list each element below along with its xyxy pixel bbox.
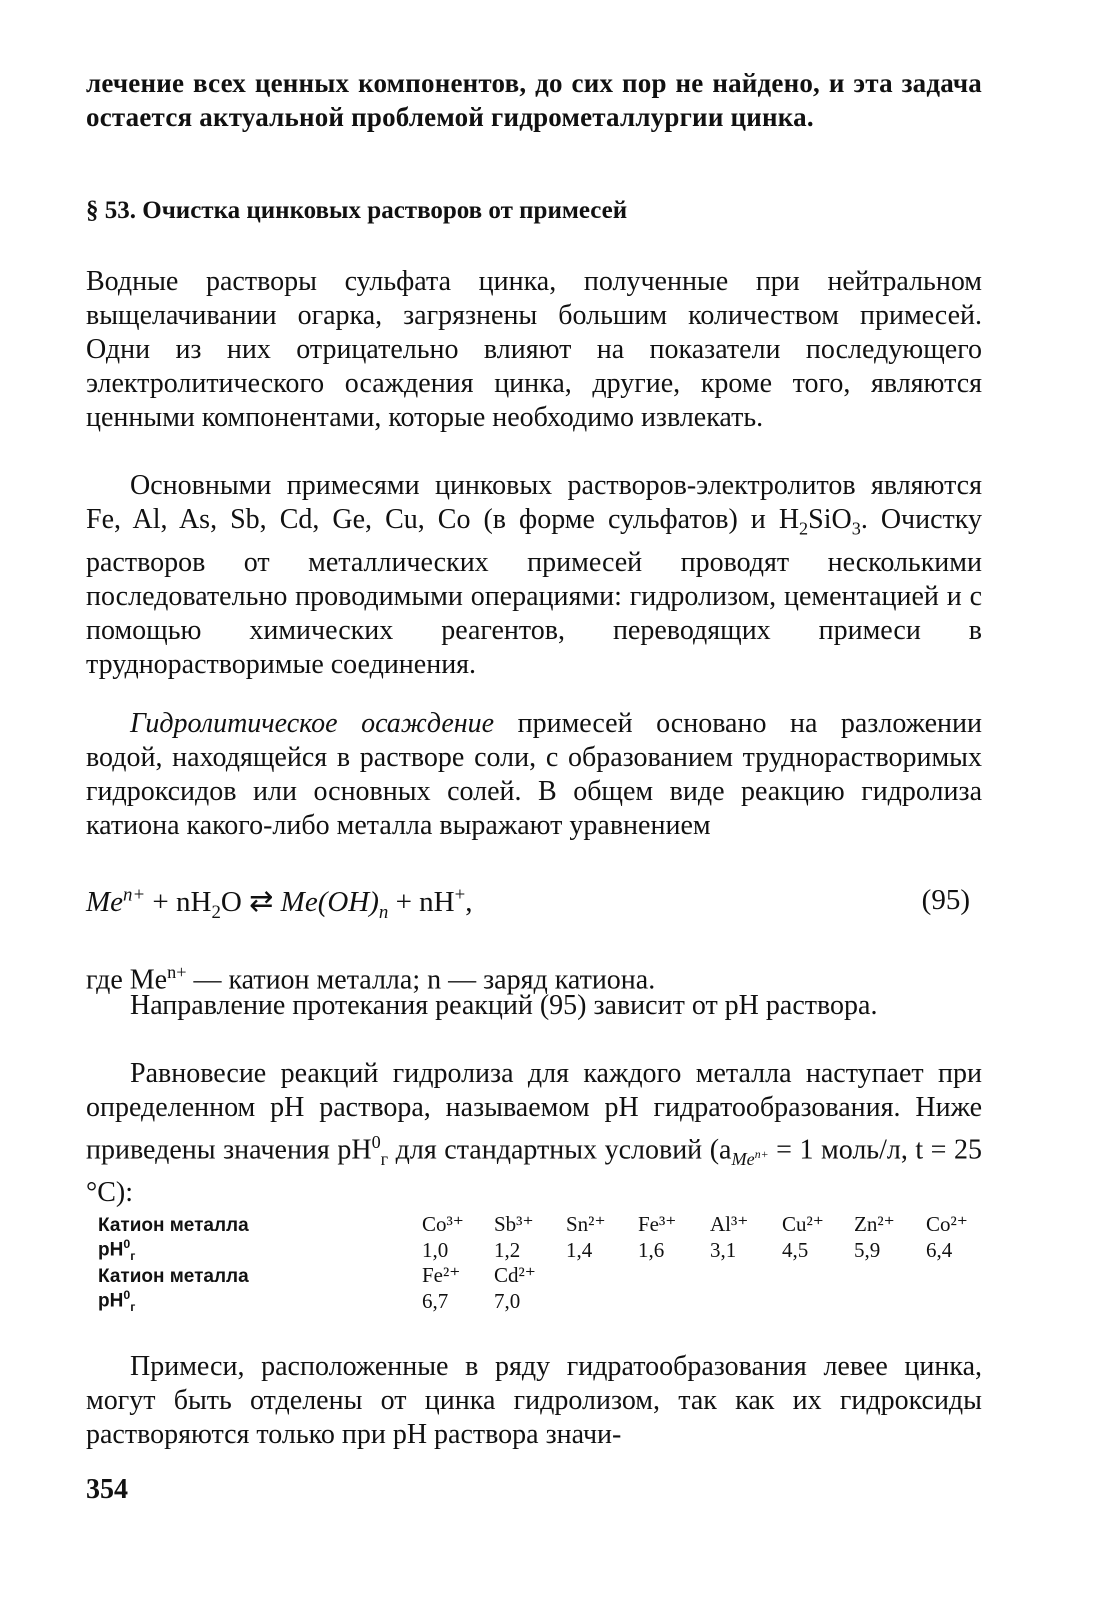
equation-me: Me [86, 886, 124, 918]
cation-cell: Fe³⁺ [638, 1212, 677, 1236]
cation-cell: Co³⁺ [422, 1212, 464, 1236]
cation-cell: Co²⁺ [926, 1212, 968, 1236]
equation-number: (95) [921, 884, 970, 916]
table-row [98, 1288, 998, 1314]
ph-cell: 3,1 [710, 1238, 737, 1263]
equation-body [86, 884, 473, 924]
equation-hydroxide: Me(OH) [273, 886, 379, 918]
ph-label: $pH^0_г$ [98, 1237, 136, 1264]
equation-water-sub: 2 [211, 901, 221, 923]
cation-cell: Sb³⁺ [494, 1212, 534, 1236]
cation-cell: Cd²⁺ [494, 1263, 536, 1288]
ph-cell: 1,2 [494, 1238, 521, 1263]
ph-cell: 5,9 [854, 1238, 881, 1263]
paragraph-2 [86, 469, 982, 682]
paragraph-5: Равновесие реакций гидролиза для каждого металла наступает при определенном pH раствора, называемом pH гидратообразования. Ниже приведены значения $pH^0_г$ для стандартных условий ($a_{Me^{n+}} = 1$ моль/л, t = 25 °С): [86, 1058, 982, 1208]
ph-cell: 7,0 [494, 1289, 521, 1314]
table-row [98, 1263, 998, 1288]
paragraph-2-text-b: SiO [808, 504, 852, 535]
equilibrium-arrow-icon: ⇄ [249, 886, 274, 918]
cation-cell: Fe²⁺ [422, 1263, 461, 1288]
paragraph-3-rest: примесей основано на разложении водой, находящейся в растворе соли, с образованием труднорастворимых гидроксидов или основных солей. В общем виде реакцию гидролиза катиона какого-либо металла выражают уравнением [86, 708, 982, 841]
ph-cell: 1,6 [638, 1238, 665, 1263]
paragraph-2-text-a: Основными примесями цинковых растворов-электролитов являются Fe, Al, As, Sb, Cd, Ge, Cu, Co (в форме сульфатов) и H [86, 470, 982, 535]
paragraph-4: Направление протекания реакций (95) зависит от pH раствора. [130, 990, 878, 1021]
ph-cell: 4,5 [782, 1238, 809, 1263]
where-rest: — катион металла; n — заряд катиона. [186, 964, 656, 996]
equation-water: + nH [145, 886, 212, 918]
cation-cell: Al³⁺ [710, 1212, 749, 1236]
cation-cell: Zn²⁺ [854, 1212, 895, 1236]
equation-proton: + nH [388, 886, 455, 918]
ph-cell: 6,7 [422, 1289, 449, 1314]
ph-cell: 1,4 [566, 1238, 593, 1263]
cation-label: Катион металла [98, 1266, 249, 1288]
hydrate-formation-table [98, 1212, 998, 1314]
equation-water-o: O [220, 886, 250, 918]
ph-cell: 6,4 [926, 1238, 953, 1263]
ph-cell: 1,0 [422, 1238, 449, 1263]
section-heading: § 53. Очистка цинковых растворов от примесей [86, 197, 628, 224]
table-row [98, 1237, 998, 1263]
paragraph-5-tail: для стандартных условий (a [388, 1134, 732, 1166]
paragraph-5-text: Равновесие реакций гидролиза для каждого металла наступает при определенном pH раствора, называемом pH гидратообразования. Ниже приведены значения pH [86, 1058, 982, 1166]
table-row [98, 1212, 998, 1237]
where-sup: n+ [167, 962, 187, 982]
paragraph-6: Примеси, расположенные в ряду гидратообразования левее цинка, могут быть отделены от цинка гидролизом, так как их гидроксиды растворяются только при pH раствора значи- [86, 1351, 982, 1450]
where-text: где Me [86, 964, 168, 996]
equation-me-charge: n+ [123, 884, 146, 906]
cation-cell: Cu²⁺ [782, 1212, 824, 1236]
paragraph-3-italic-term: Гидролитическое осаждение [130, 708, 495, 739]
cation-cell: Sn²⁺ [566, 1212, 606, 1236]
paragraph-5-conditions: = 1 моль/л, t = 25 °С): [86, 1134, 982, 1208]
ph-label: $pH^0_г$ [98, 1288, 136, 1315]
page-number: 354 [86, 1474, 128, 1505]
equation-proton-charge: + [454, 884, 466, 906]
paragraph-2-text-c: . Очистку растворов от металлических примесей проводят несколькими последовательно проводимыми операциями: гидролизом, цементацией и с помощью химических реагентов, переводящих примеси в труднорастворимые соединения. [86, 504, 982, 680]
equation-95 [86, 884, 982, 924]
paragraph-2-sub-1: 2 [799, 518, 809, 539]
equation-hydroxide-sub: n [378, 901, 389, 923]
intro-paragraph: лечение всех ценных компонентов, до сих пор не найдено, и эта задача остается актуальной проблемой гидрометаллургии цинка. [86, 68, 982, 132]
equation-comma: , [465, 886, 473, 918]
cation-label: Катион металла [98, 1215, 249, 1236]
paragraph-3 [86, 707, 982, 843]
paragraph-2-sub-2: 3 [851, 518, 861, 539]
paragraph-1: Водные растворы сульфата цинка, полученные при нейтральном выщелачивании огарка, загрязнены большим количеством примесей. Одни из них отрицательно влияют на показатели последующего электролитического осаждения цинка, другие, кроме того, являются ценными компонентами, которые необходимо извлекать. [86, 266, 982, 433]
